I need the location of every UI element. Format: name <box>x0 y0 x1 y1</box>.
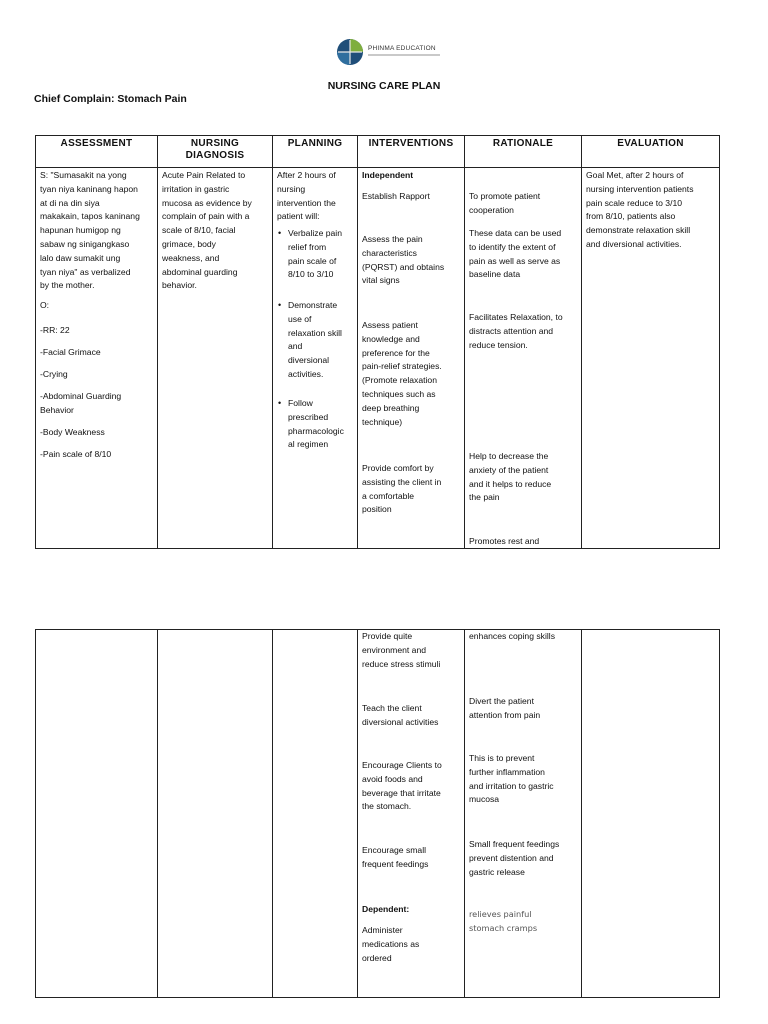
evaluation-text: Goal Met, after 2 hours of nursing intervention patients pain scale reduce to 3/10 from 8/10, patients also demonstrate relaxation skill and diversional activities. <box>586 170 694 249</box>
rationale-baseline: These data can be used to identify the extent of pain as well as serve as baseline data <box>469 228 562 280</box>
page-title: NURSING CARE PLAN <box>327 80 441 92</box>
nursing-diagnosis-text: Acute Pain Related to irritation in gastric mucosa as evidence by complain of pain with a scale of 8/10, facial grimace, body weakness, and abdominal guarding behavior. <box>162 170 252 291</box>
objective-label: O: <box>40 300 50 310</box>
objective-grimace: -Facial Grimace <box>40 347 101 357</box>
intervention-small-feedings: Encourage small frequent feedings <box>362 845 429 869</box>
chief-complaint: Chief Complain: Stomach Pain <box>34 93 187 105</box>
care-plan-table-2 <box>35 629 720 998</box>
globe-logo-icon <box>336 38 364 66</box>
rationale-cramps: relieves painful stomach cramps <box>469 909 538 933</box>
objective-guarding: -Abdominal Guarding Behavior <box>40 391 122 415</box>
rationale-rest: Promotes rest and <box>469 536 540 546</box>
intervention-comfort: Provide comfort by assisting the client in a comfortable position <box>362 463 442 515</box>
independent-label: Independent <box>362 170 414 180</box>
rationale-relaxation: Facilitates Relaxation, to distracts attention and reduce tension. <box>469 312 563 350</box>
planning-goal-2: Demonstrate use of relaxation skill and diversional activities. <box>288 300 342 379</box>
rationale-cell <box>465 168 582 549</box>
logo-tagline-bar <box>368 54 440 56</box>
logo-text: PHINMA EDUCATION <box>368 45 436 52</box>
planning-intro: After 2 hours of nursing intervention the patient will: <box>277 170 336 222</box>
bullet-icon: • <box>278 300 282 310</box>
rationale-cooperation: To promote patient cooperation <box>469 191 541 215</box>
objective-crying: -Crying <box>40 369 68 379</box>
intervention-assess-knowledge: Assess patient knowledge and preference for the pain-relief strategies. (Promote relaxation techniques such as deep breathing technique) <box>362 320 442 427</box>
evaluation-cell <box>582 168 720 549</box>
assessment-cell <box>36 630 158 998</box>
planning-cell <box>273 630 358 998</box>
objective-rr: -RR: 22 <box>40 325 70 335</box>
planning-goal-3: Follow prescribed pharmacologic al regimen <box>288 398 344 450</box>
interventions-cell <box>358 168 465 549</box>
header-rationale: RATIONALE <box>465 136 582 168</box>
dependent-label: Dependent: <box>362 904 410 914</box>
header-evaluation: EVALUATION <box>582 136 720 168</box>
subjective-data: S: "Sumasakit na yong tyan niya kaninang hapon at di na din siya makakain, tapos kaninang hapunan humigop ng sabaw ng sinigangkaso lalo daw sumakit ung tyan niya" as verbalized by the mother. <box>40 170 140 291</box>
rationale-cell <box>465 630 582 998</box>
objective-weakness: -Body Weakness <box>40 427 105 437</box>
care-plan-table-1 <box>35 135 720 549</box>
diagnosis-cell <box>158 168 273 549</box>
rationale-divert: Divert the patient attention from pain <box>469 696 541 720</box>
planning-cell <box>273 168 358 549</box>
rationale-coping: enhances coping skills <box>469 631 555 641</box>
interventions-cell <box>358 630 465 998</box>
diagnosis-cell <box>158 630 273 998</box>
planning-goal-1: Verbalize pain relief from pain scale of 8/10 to 3/10 <box>288 228 342 280</box>
bullet-icon: • <box>278 398 282 408</box>
intervention-assess-pain: Assess the pain characteristics (PQRST) and obtains vital signs <box>362 234 445 286</box>
header-nursing-diagnosis: NURSING DIAGNOSIS <box>158 136 273 168</box>
evaluation-cell <box>582 630 720 998</box>
intervention-diversional: Teach the client diversional activities <box>362 703 439 727</box>
intervention-medications: Administer medications as ordered <box>362 925 420 963</box>
rationale-anxiety: Help to decrease the anxiety of the patient and it helps to reduce the pain <box>469 451 552 503</box>
bullet-icon: • <box>278 228 282 238</box>
assessment-cell <box>36 168 158 549</box>
intervention-quiet-environment: Provide quite environment and reduce stress stimuli <box>362 631 441 669</box>
intervention-rapport: Establish Rapport <box>362 191 430 201</box>
phinma-education-logo <box>336 36 442 70</box>
header-planning: PLANNING <box>273 136 358 168</box>
objective-pain-scale: -Pain scale of 8/10 <box>40 449 112 459</box>
intervention-avoid-foods: Encourage Clients to avoid foods and beverage that irritate the stomach. <box>362 760 442 812</box>
header-assessment: ASSESSMENT <box>36 136 158 168</box>
rationale-prevent: This is to prevent further inflammation and irritation to gastric mucosa <box>469 753 554 805</box>
rationale-distention: Small frequent feedings prevent distention and gastric release <box>469 839 560 877</box>
header-interventions: INTERVENTIONS <box>358 136 465 168</box>
